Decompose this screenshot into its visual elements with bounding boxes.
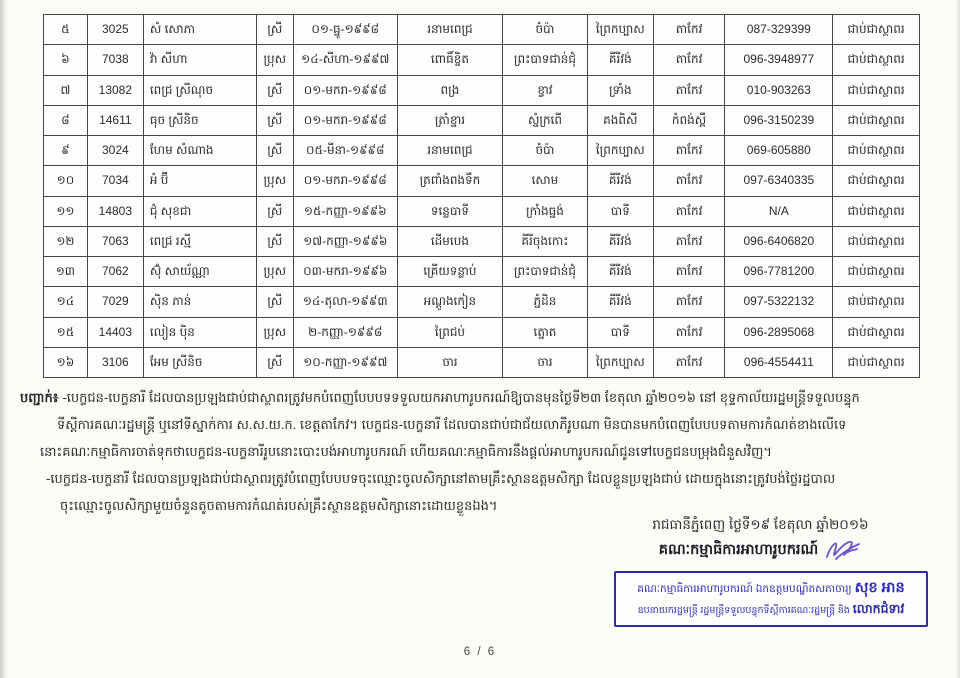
table-cell: ជាប់ជាស្ថាពរ (833, 347, 920, 377)
table-cell: N/A (725, 196, 833, 226)
table-row (44, 196, 920, 226)
table-cell: ១២ (44, 226, 88, 256)
table-cell: ចំប៉ា (502, 15, 587, 45)
table-cell: ស្នំក្រពើ (502, 105, 587, 135)
table-cell: តាកែវ (653, 45, 725, 75)
table-cell: ភ្នំដិន (502, 287, 587, 317)
table-cell: 069-605880 (725, 136, 833, 166)
table-cell: សោម (502, 166, 587, 196)
table-cell: ព្រៃជប់ (397, 317, 502, 347)
table-cell: ១៥-កញ្ញា-១៩៩៦ (293, 196, 397, 226)
table-cell: រនាមពេជ្រ (397, 136, 502, 166)
table-cell: 7029 (87, 287, 143, 317)
table-cell: ព្រៃកប្បាស (587, 15, 653, 45)
remarks-text: -បេក្ខជន-បេក្ខនារី ដែលបានប្រឡងជាប់ជាស្ថាពរត្រូវមកបំពេញបែបបទទទួលយកអាហារូបករណ៍ឱ្យបានមុនថ្ងៃទី២៣ ខែតុលា ឆ្នាំ២០១៦ នៅ ខុទ្ទកាល័យរដ្ឋមន្ត្រីទទួលបន្ទុក (62, 390, 860, 405)
table-row (44, 45, 920, 75)
table-cell: ជាប់ជាស្ថាពរ (833, 287, 920, 317)
table-cell: ក្រាំងធ្នង់ (502, 196, 587, 226)
scholarship-roster-table (43, 14, 920, 378)
table-cell: ជាប់ជាស្ថាពរ (833, 75, 920, 105)
table-cell: ចំប៉ា (502, 136, 587, 166)
table-cell: បាទី (587, 317, 653, 347)
table-cell: ស្រី (256, 226, 293, 256)
table-cell: ព្រៃកប្បាស (587, 347, 653, 377)
table-cell: ប្រុស (256, 317, 293, 347)
table-cell: គីរីវង់ (587, 166, 653, 196)
table-cell: 3025 (87, 15, 143, 45)
table-cell: ជាប់ជាស្ថាពរ (833, 45, 920, 75)
table-cell: ០១-មករា-១៩៩៨ (293, 166, 397, 196)
table-row (44, 105, 920, 135)
table-cell: ៥ (44, 15, 88, 45)
table-cell: 14611 (87, 105, 143, 135)
table-cell: តាកែវ (653, 257, 725, 287)
table-cell: 096-4554411 (725, 347, 833, 377)
table-cell: ១៤-តុលា-១៩៩៣ (293, 287, 397, 317)
signature-initials (824, 538, 862, 562)
table-row (44, 15, 920, 45)
table-row (44, 136, 920, 166)
table-cell: ជុំ សុខជា (143, 196, 256, 226)
table-cell: ២-កញ្ញា-១៩៩៨ (293, 317, 397, 347)
table-cell: ១៥ (44, 317, 88, 347)
table-cell: 097-5322132 (725, 287, 833, 317)
table-cell: ជាប់ជាស្ថាពរ (833, 15, 920, 45)
table-cell: ១៧-កញ្ញា-១៩៩៦ (293, 226, 397, 256)
table-cell: ព្រះបាទជាន់ជុំ (502, 45, 587, 75)
remarks-line: នោះគណៈកម្មាធិការចាត់ទុកថាបេក្ខជន-បេក្ខនារីរូបនោះបោះបង់អាហារូបករណ៍ ហើយគណៈកម្មាធិការនឹងផ្តល់អាហារូបករណ៍ជូនទៅបេក្ខជនបម្រុងជំនួសវិញ។ (40, 444, 772, 459)
table-cell: ស្រី (256, 75, 293, 105)
table-cell: 14403 (87, 317, 143, 347)
remarks-line: -បេក្ខជន-បេក្ខនារី ដែលបានប្រឡងជាប់ជាស្ថាពរត្រូវបំពេញបែបបទចុះឈ្មោះចូលសិក្សានៅតាមគ្រឹះស្ថានឧត្តមសិក្សា ដែលខ្លួនប្រឡងជាប់ ដោយក្នុងនោះត្រូវបង់ថ្លៃរដ្ឋបាល (46, 471, 836, 486)
table-cell: ស្រី (256, 287, 293, 317)
table-row (44, 257, 920, 287)
remarks-label: បញ្ជាក់៖ (20, 390, 59, 405)
table-cell: ស្រី (256, 15, 293, 45)
table-cell: អំ ប៊ី (143, 166, 256, 196)
table-cell: ១៣ (44, 257, 88, 287)
table-cell: ស្រី (256, 105, 293, 135)
remarks-section (20, 384, 944, 519)
stamp-name-sok-an: សុខ អាន (854, 579, 905, 596)
table-cell: គីរីចុងកោះ (502, 226, 587, 256)
table-cell: ០៣-មករា-១៩៩៦ (293, 257, 397, 287)
stamp-name-lok-chumteav: លោកជំទាវ (852, 601, 905, 616)
committee-signature-line (588, 537, 933, 563)
table-cell: 097-6340335 (725, 166, 833, 196)
table-cell: ១០ (44, 166, 88, 196)
roster-table-body (44, 15, 920, 378)
table-cell: តាកែវ (653, 196, 725, 226)
table-cell: ជាប់ជាស្ថាពរ (833, 196, 920, 226)
official-stamp-box (614, 571, 928, 627)
table-row (44, 226, 920, 256)
table-cell: សំ សោភា (143, 15, 256, 45)
table-cell: តាកែវ (653, 317, 725, 347)
table-cell: 087-329399 (725, 15, 833, 45)
table-cell: ៧ (44, 75, 88, 105)
table-cell: 010-903263 (725, 75, 833, 105)
table-cell: តាកែវ (653, 287, 725, 317)
table-cell: តាកែវ (653, 166, 725, 196)
table-cell: 3106 (87, 347, 143, 377)
table-cell: ១១ (44, 196, 88, 226)
table-cell: 096-6406820 (725, 226, 833, 256)
table-cell: ខ្វាវ (502, 75, 587, 105)
table-cell: 3024 (87, 136, 143, 166)
table-cell: តាកែវ (653, 75, 725, 105)
table-cell: ជាប់ជាស្ថាពរ (833, 105, 920, 135)
table-cell: វ៉ា សីហា (143, 45, 256, 75)
table-cell: ៩ (44, 136, 88, 166)
table-cell: តាកែវ (653, 226, 725, 256)
table-cell: កំពង់ស្ពឺ (653, 105, 725, 135)
table-cell: ព្រះបាទជាន់ជុំ (502, 257, 587, 287)
table-row (44, 75, 920, 105)
table-cell: គីរីវង់ (587, 287, 653, 317)
table-cell: ដើមបេង (397, 226, 502, 256)
table-cell: គីរីវង់ (587, 257, 653, 287)
table-cell: ពោធិ៍ខ្ចិត (397, 45, 502, 75)
table-cell: ចារ (397, 347, 502, 377)
table-cell: ស្រី (256, 136, 293, 166)
table-row (44, 166, 920, 196)
stamp-committee-title: គណៈកម្មាធិការអាហារូបករណ៍ ឯកឧត្តមបណ្ឌិតសភាចារ្យ (637, 582, 852, 595)
table-cell: ជាប់ជាស្ថាពរ (833, 226, 920, 256)
table-cell: ហែម សំណាង (143, 136, 256, 166)
table-cell: តាកែវ (653, 136, 725, 166)
table-cell: អែម ស្រីនិច (143, 347, 256, 377)
table-cell: ០១-មករា-១៩៩៨ (293, 75, 397, 105)
table-cell: ពេជ្រ រស្មី (143, 226, 256, 256)
table-cell: ជាប់ជាស្ថាពរ (833, 166, 920, 196)
stamp-line-1 (637, 579, 904, 600)
table-cell: ស៊ុំ សាយ័ណ្ណា (143, 257, 256, 287)
table-cell: 14803 (87, 196, 143, 226)
table-cell: ១០-កញ្ញា-១៩៩៧ (293, 347, 397, 377)
table-cell: ៨ (44, 105, 88, 135)
table-cell: ព្រៃកប្បាស (587, 136, 653, 166)
table-cell: បាទី (587, 196, 653, 226)
committee-title: គណៈកម្មាធិការអាហារូបករណ៍ (658, 542, 819, 558)
scan-edge-left (0, 0, 8, 678)
stamp-line-2 (638, 602, 905, 620)
table-row (44, 287, 920, 317)
table-cell: 7038 (87, 45, 143, 75)
table-cell: ទ្រាំង (587, 75, 653, 105)
table-cell: ជាប់ជាស្ថាពរ (833, 317, 920, 347)
table-cell: គ្រើយទន្លាប់ (397, 257, 502, 287)
page-number: 6 / 6 (463, 646, 497, 658)
table-cell: គីរីវង់ (587, 226, 653, 256)
table-cell: ស្រី (256, 196, 293, 226)
table-cell: ស្រី (256, 347, 293, 377)
table-cell: ០៥-មីនា-១៩៩៨ (293, 136, 397, 166)
table-cell: ជាប់ជាស្ថាពរ (833, 136, 920, 166)
table-row (44, 347, 920, 377)
table-cell: 096-3150239 (725, 105, 833, 135)
table-cell: គងពិសី (587, 105, 653, 135)
table-cell: ពេជ្រ ស្រីណុច (143, 75, 256, 105)
table-cell: 096-2895068 (725, 317, 833, 347)
table-cell: ត្នោត (502, 317, 587, 347)
table-cell: ១៤-សីហា-១៩៩៧ (293, 45, 397, 75)
table-cell: ចារ (502, 347, 587, 377)
table-cell: ៦ (44, 45, 88, 75)
table-cell: ជាប់ជាស្ថាពរ (833, 257, 920, 287)
scan-edge-right (955, 0, 960, 678)
remarks-line: ទីស្តីការគណៈរដ្ឋមន្ត្រី ឬនៅទីស្នាក់ការ ស.ស.យ.ក. ខេត្តតាកែវ។ បេក្ខជន-បេក្ខនារី ដែលបានជាប់ជាជ័យលាភីរូបណា មិនបានមកបំពេញបែបបទតាមការកំណត់ខាងលើទេ (57, 417, 847, 432)
table-cell: ១៦ (44, 347, 88, 377)
table-cell: 13082 (87, 75, 143, 105)
roster-table (43, 14, 920, 378)
table-cell: ប្រុស (256, 166, 293, 196)
table-cell: តាកែវ (653, 15, 725, 45)
table-cell: 096-3948977 (725, 45, 833, 75)
table-cell: 7034 (87, 166, 143, 196)
table-cell: 7062 (87, 257, 143, 287)
table-cell: ០១-មករា-១៩៩៨ (293, 105, 397, 135)
table-cell: តាកែវ (653, 347, 725, 377)
table-cell: លៀន ប៉ិន (143, 317, 256, 347)
table-cell: រនាមពេជ្រ (397, 15, 502, 45)
table-cell: 7063 (87, 226, 143, 256)
remarks-line (20, 384, 944, 411)
remarks-line: ចុះឈ្មោះចូលសិក្សាមួយចំនួនតូចតាមការកំណត់របស់គ្រឹះស្ថានឧត្តមសិក្សានោះដោយខ្លួនឯង។ (60, 498, 498, 513)
closing-block (588, 513, 933, 563)
table-cell: ធុច ស្រីនិច (143, 105, 256, 135)
table-cell: ប្រុស (256, 45, 293, 75)
table-row (44, 317, 920, 347)
table-cell: ស៊ិន ភាន់ (143, 287, 256, 317)
table-cell: 096-7781200 (725, 257, 833, 287)
table-cell: ពង្រ (397, 75, 502, 105)
table-cell: ១៤ (44, 287, 88, 317)
table-cell: ០១-ធ្នូ-១៩៩៨ (293, 15, 397, 45)
table-cell: ត្រពាំងពងទឹក (397, 166, 502, 196)
table-cell: អណ្តូងកៀន (397, 287, 502, 317)
stamp-title-line: ឧបនាយករដ្ឋមន្ត្រី រដ្ឋមន្ត្រីទទួលបន្ទុកទីស្តីការគណៈរដ្ឋមន្ត្រី និង (637, 604, 850, 616)
table-cell: ប្រុស (256, 257, 293, 287)
date-place-line: រាជធានីភ្នំពេញ ថ្ងៃទី១៩ ខែតុលា ឆ្នាំ២០១៦ (652, 517, 869, 532)
table-cell: ត្រាំខ្នារ (397, 105, 502, 135)
table-cell: ទន្លេបាទី (397, 196, 502, 226)
table-cell: គីរីវង់ (587, 45, 653, 75)
